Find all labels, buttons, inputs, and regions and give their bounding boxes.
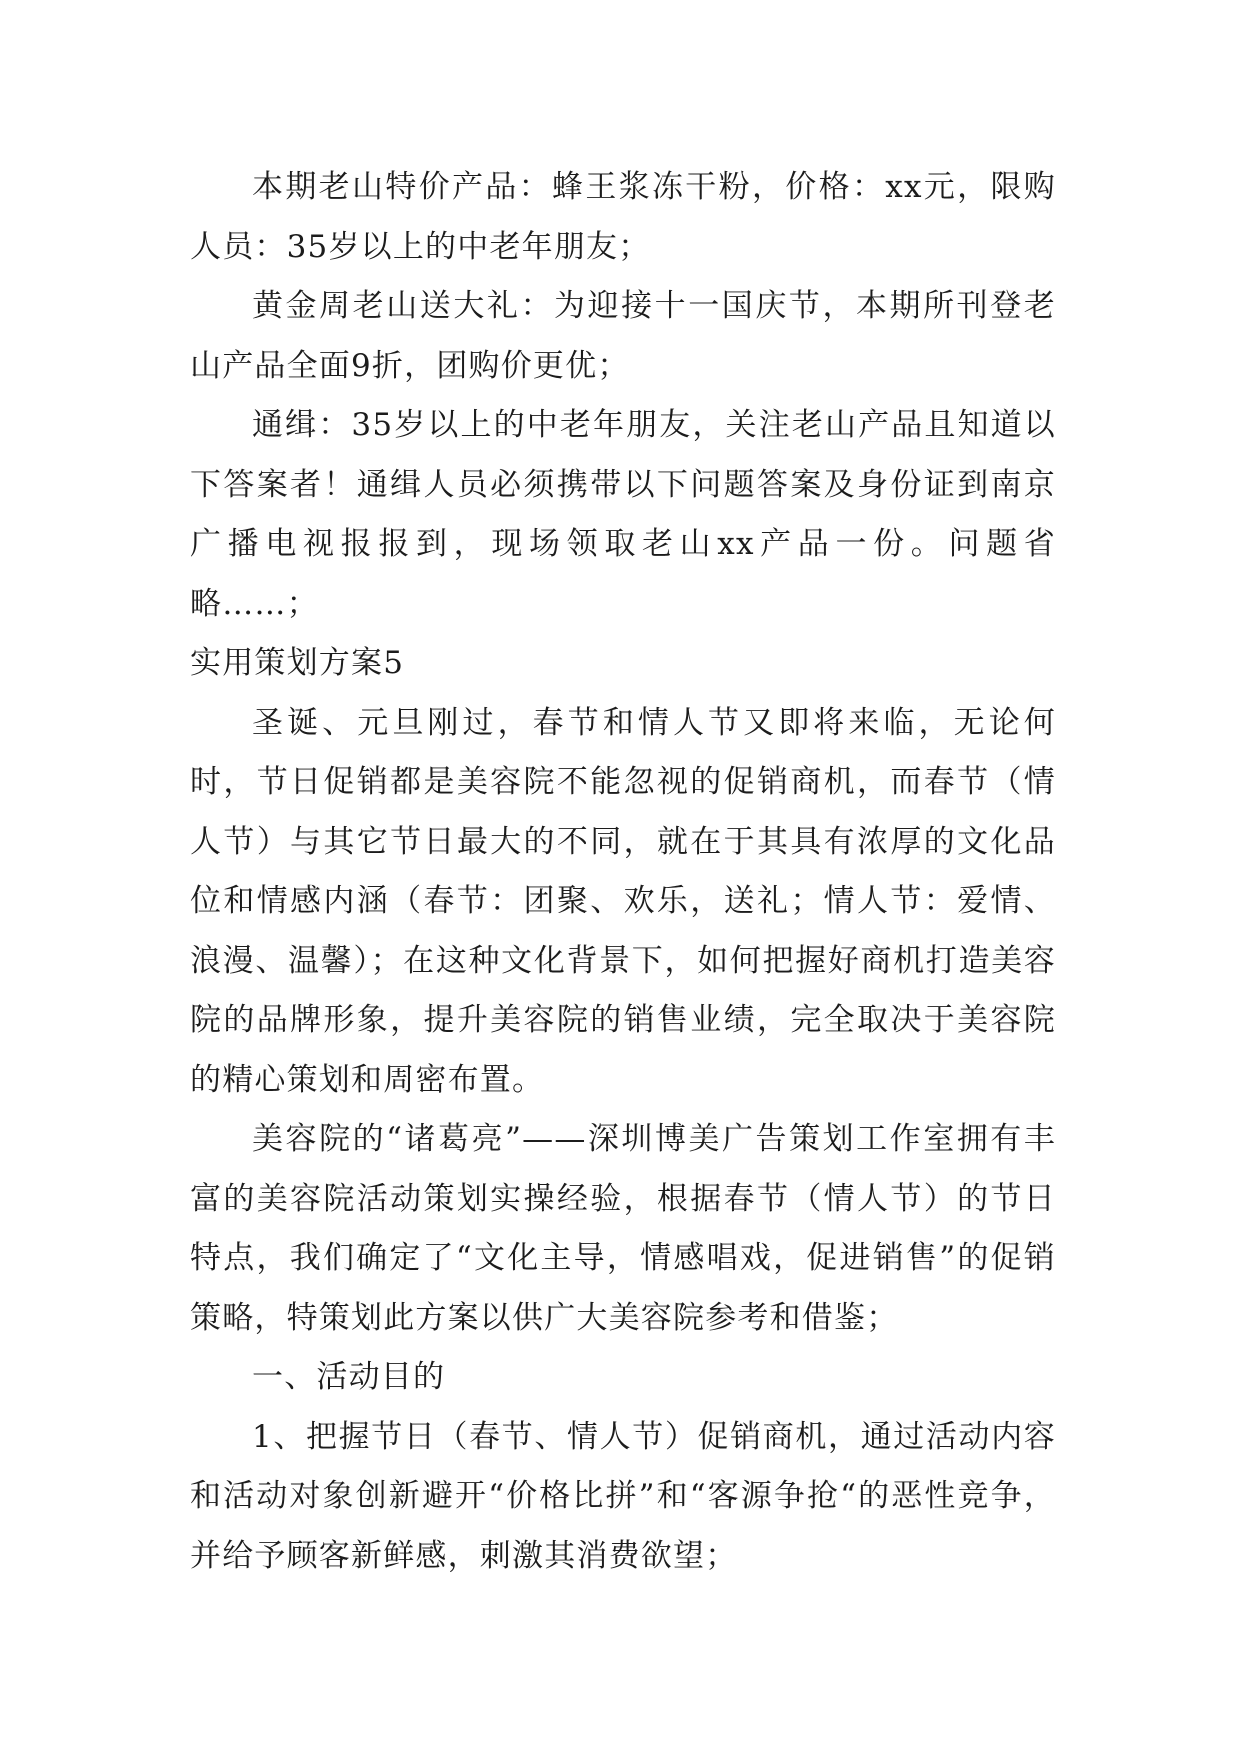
paragraph-strategy: 美容院的“诸葛亮”——深圳博美广告策划工作室拥有丰富的美容院活动策划实操经验，根据春节（情人节）的节日特点，我们确定了“文化主导，情感唱戏，促进销售”的促销策略，特策划此方案以供广大美容院参考和借鉴； [190, 1121, 1056, 1336]
document-body [190, 158, 1056, 1586]
paragraph-wanted-notice: 通缉：35岁以上的中老年朋友，关注老山产品且知道以下答案者！通缉人员必须携带以下问题答案及身份证到南京广播电视报报到，现场领取老山xx产品一份。问题省略……； [190, 407, 1056, 622]
paragraph-golden-week-gift: 黄金周老山送大礼：为迎接十一国庆节，本期所刊登老山产品全面9折，团购价更优； [190, 288, 1056, 384]
paragraph-festival-intro: 圣诞、元旦刚过，春节和情人节又即将来临，无论何时，节日促销都是美容院不能忽视的促销商机，而春节（情人节）与其它节日最大的不同，就在于其具有浓厚的文化品位和情感内涵（春节：团聚、欢乐，送礼；情人节：爱情、浪漫、温馨）；在这种文化背景下，如何把握好商机打造美容院的品牌形象，提升美容院的销售业绩，完全取决于美容院的精心策划和周密布置。 [190, 704, 1056, 1098]
paragraph-special-offer: 本期老山特价产品：蜂王浆冻干粉，价格：xx元，限购人员：35岁以上的中老年朋友； [190, 169, 1056, 265]
section-title: 实用策划方案5 [190, 645, 405, 681]
paragraph-purpose-item-1: 1、把握节日（春节、情人节）促销商机，通过活动内容和活动对象创新避开“价格比拼”和“客源争抢“的恶性竞争，并给予顾客新鲜感，刺激其消费欲望； [190, 1418, 1056, 1574]
subheading-activity-purpose: 一、活动目的 [252, 1359, 446, 1395]
